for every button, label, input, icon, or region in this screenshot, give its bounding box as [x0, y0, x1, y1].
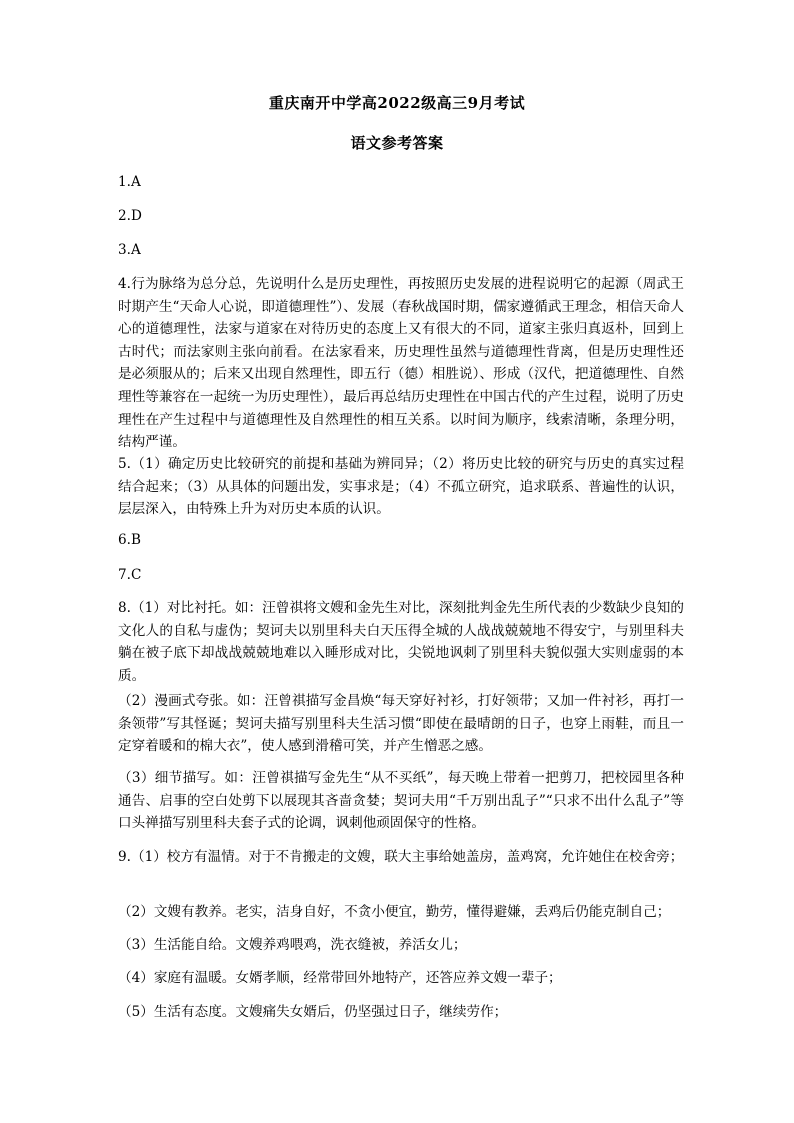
answer-8-part-1: 8.（1）对比衬托。如：汪曾祺将文嫂和金先生对比，深刻批判金先生所代表的少数缺少良知的文化人的自私与虚伪；契诃夫以别里科夫白天压得全城的人战战兢兢地不得安宁，与别里科夫躺在被子底下却战战兢兢地难以入睡形成对比，尖锐地讽刺了别里科夫貌似强大实则虚弱的本质。: [118, 600, 684, 684]
answer-5: 5.（1）确定历史比较研究的前提和基础为辨同异；（2）将历史比较的研究与历史的真实过程结合起来；（3）从具体的问题出发，实事求是；（4）不孤立研究，追求联系、普遍性的认识，层层深入，由特殊上升为对历史本质的认识。: [118, 456, 684, 518]
answer-9-part-3: （3）生活能自给。文嫂养鸡喂鸡，洗衣缝被，养活女儿；: [118, 937, 467, 953]
document-title: 重庆南开中学高2022级高三9月考试: [268, 94, 526, 112]
answer-9-part-1: 9.（1）校方有温情。对于不肯搬走的文嫂，联大主事给她盖房，盖鸡窝，允许她住在校舍旁；: [118, 849, 684, 865]
answer-7: 7.C: [118, 567, 142, 583]
answer-3: 3.A: [118, 242, 141, 258]
answer-9-part-2: （2）文嫂有教养。老实，洁身自好，不贪小便宜，勤劳，懂得避嫌，丢鸡后仍能克制自己；: [118, 904, 671, 920]
answer-9-part-5: （5）生活有态度。文嫂痛失女婿后，仍坚强过日子，继续劳作；: [118, 1004, 508, 1020]
answer-8-part-3: （3）细节描写。如：汪曾祺描写金先生“从不买纸”，每天晚上带着一把剪刀，把校园里各种通告、启事的空白处剪下以展现其吝啬贪婪；契诃夫用“千万别出乱子”“只求不出什么乱子”等口头禅描写别里科夫套子式的论调，讽刺他顽固保守的性格。: [118, 770, 684, 832]
answer-4: 4.行为脉络为总分总，先说明什么是历史理性，再按照历史发展的进程说明它的起源（周武王时期产生“天命人心说，即道德理性”）、发展（春秋战国时期，儒家遵循武王理念，相信天命人心的道德理性，法家与道家在对待历史的态度上又有很大的不同，道家主张归真返朴，回到上古时代；而法家则主张向前看。在法家看来，历史理性虽然与道德理性背离，但是历史理性还是必须服从的；后来又出现自然理性，即五行（德）相胜说）、形成（汉代，把道德理性、自然理性等兼容在一起统一为历史理性），最后再总结历史理性在中国古代的产生过程，说明了历史理性在产生过程中与道德理性及自然理性的相互关系。以时间为顺序，线索清晰，条理分明，结构严谨。: [118, 276, 684, 451]
answer-2: 2.D: [118, 208, 142, 224]
answer-8-part-2: （2）漫画式夸张。如：汪曾祺描写金昌焕“每天穿好衬衫，打好领带；又加一件衬衫，再打一条领带”写其怪诞；契诃夫描写别里科夫生活习惯“即使在最晴朗的日子，也穿上雨鞋，而且一定穿着暖和的棉大衣”，使人感到滑稽可笑，并产生憎恶之感。: [118, 693, 684, 755]
answer-9-part-4: （4）家庭有温暖。女婿孝顺，经常带回外地特产，还答应养文嫂一辈子；: [118, 970, 562, 986]
answer-1: 1.A: [118, 174, 141, 190]
answer-6: 6.B: [118, 532, 141, 548]
document-subtitle: 语文参考答案: [350, 134, 444, 152]
